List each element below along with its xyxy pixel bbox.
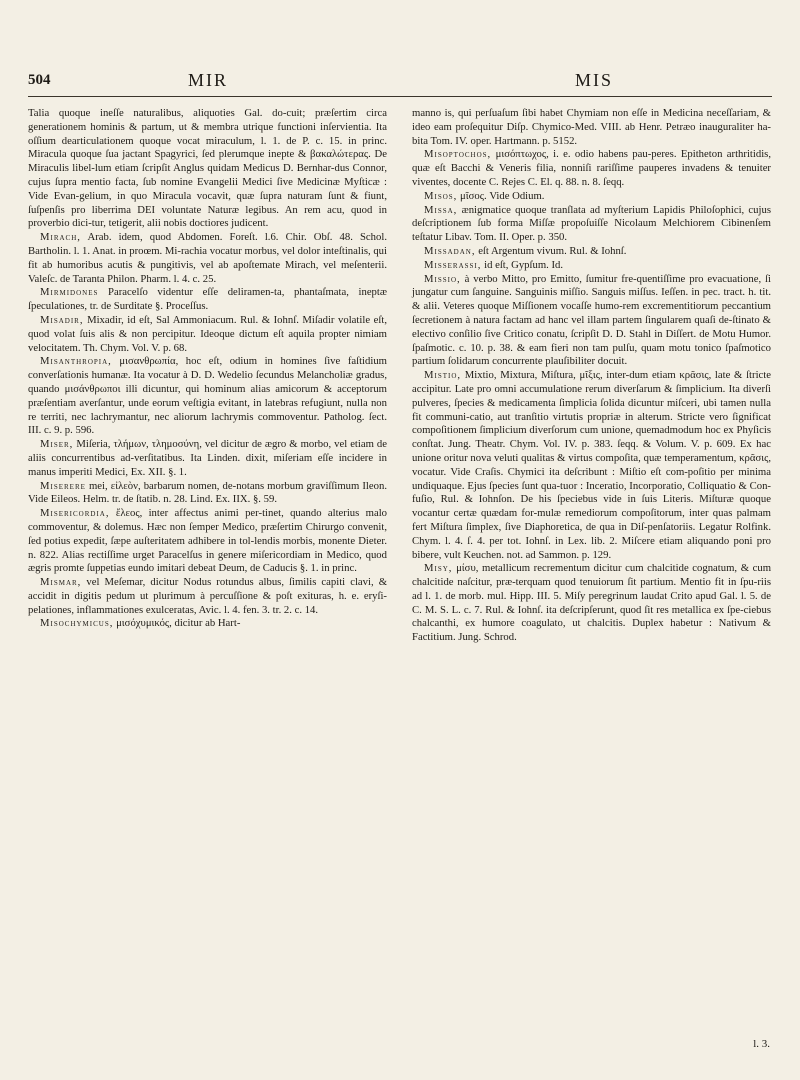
entry-text: Miſeria, τλήμων, τλημοσύνη, vel dicitur de ægro & morbo, vel etiam de aliis concurrentibus ad-verſitatibus. Ita Linden. dixit, miſeriam eſſe incidere in manus imperiti Medici, Ex. XII. §. 1.	[28, 438, 388, 478]
running-head-left: MIR	[187, 70, 228, 90]
left-column	[28, 107, 387, 631]
entry-text: eſt Argentum vivum. Rul. & Iohnſ.	[478, 244, 627, 257]
dictionary-entry	[412, 190, 771, 204]
entry-headword: Misos,	[424, 189, 458, 202]
entry-headword: Missio,	[424, 272, 461, 285]
entry-headword: Mirmidones	[40, 286, 99, 299]
dictionary-entry	[412, 562, 771, 645]
entry-text: à verbo Mitto, pro Emitto, ſumitur fre-quentiſſime pro evacuatione, ſi jungatur cum ſanguine. Sanguinis miſſio. Sanguis miſſus. Ieſſen. in pec. tract. h. tit. & alii. Veteres quoque Miſſionem vocaſſe humo-rem excrementitiorum peccantium ſecretionem à natura factam ad hanc vel illam partem ſingularem quaſi de-ſtinato & electivo conſilio ſive Critico conatu, ſcripſit D. D. Stahl in Diſſert. de Motu Humor. ſpaſmotic. c. 10. p. 38. & eam fieri non tam pulſu, quam motu tonico ſpaſmotico partium ſolidarum concurrente plauſibiliter docuit.	[412, 272, 771, 368]
entry-headword: Miser,	[40, 438, 74, 451]
catchword: l. 3.	[753, 1038, 770, 1050]
page-header	[28, 72, 772, 97]
entry-text: μισόπτωχος, i. e. odio habens pau-peres. Epitheton arthritidis, quæ eſt Bacchi & Veneris filia, nonniſi rariſſime pauperes invadens & tenuiter viventes, docente C. Rejes C. El. q. 88. n. 8. ſeqq.	[412, 148, 772, 188]
dictionary-entry	[412, 369, 771, 562]
entry-text: Paracelſo videntur eſſe deliramen-ta, phantaſmata, ineptæ ſpeculationes, tr. de Surditate §. Proceſſus.	[28, 286, 388, 313]
entry-headword: Misoptochos,	[424, 148, 492, 161]
right-column	[412, 107, 771, 645]
entry-text: ἔλεος, inter affectus animi per-tinet, quando alterius malo commoventur, & dolemus. Hæc non ſemper Medico, præſertim Chirurgo convenit, ſed potius expedit, ſæpe auſteritatem adhibere in tol-lendis morbis, monente Dieter. n. 822. Alias rectiſſime urget Paracelſus in genere miſericordiam in Medico, quod ægris promte ſuppetias eundo imitari debeat Deum, de Caducis §. 1. in princ.	[28, 507, 388, 575]
entry-headword: Mistio,	[424, 369, 462, 382]
dictionary-entry	[28, 314, 387, 355]
entry-text: Arab. idem, quod Abdomen. Foreſt. l.6. Chir. Obſ. 48. Schol. Bartholin. l. 1. Anat. in proœm. Mi-rachia vocatur morbus, vel dolor inteſtinalis, qui fit ab humoribus acutis & pungitivis, vel ab apoſtemate Mirach, vel meſenterii. Valeſc. de Taranta Philon. Pharm. l. 4. c. 25.	[28, 231, 388, 285]
entry-text: vel Meſemar, dicitur Nodus rotundus albus, ſimilis capiti clavi, & accidit in digitis pedum ut plurimum à percuſſione & poſt exituras, h. e. eryſi-pelationes, inflammationes exulceratas, Avic. l. 4. fen. 3. tr. 2. c. 14.	[28, 576, 388, 616]
entry-headword: Misochymicus,	[40, 617, 114, 630]
entry-text: μίσυ, metallicum recrementum dicitur cum chalcitide cognatum, & cum chalcitide naſcitur, præ-terquam quod tenuiorum ſit partium. Mentio fit in ſpu-riis ad l. 1. de morb. mul. Hipp. III. 5. Miſy peregrinum laudat Crito apud Gal. l. 5. de C. M. S. L. c. 7. Rul. & Iohnſ. ita deſcripſerunt, quod ſit res metallica ex ſpe-ciebus chalcanthi, ex humore coagulato, ut chalcitis. Duplex habetur : Nativum & Factitium. Jung. Schrod.	[412, 562, 772, 644]
dictionary-entry	[28, 507, 387, 576]
entry-text: ænigmatice quoque tranſlata ad myſterium Lapidis Philoſophici, cujus deſcriptionem ſub forma Miſſæ propoſuiſſe Nicolaum Melchiorem Cibinenſem teſtatur Libav. Tom. II. Oper. p. 350.	[412, 203, 771, 244]
dictionary-entry	[28, 576, 387, 617]
entry-headword: Misy,	[424, 562, 453, 575]
dictionary-entry	[28, 355, 387, 438]
entry-headword: Misserassi,	[424, 258, 482, 271]
dictionary-entry	[412, 148, 771, 189]
entry-headword: Missadan,	[424, 244, 476, 257]
dictionary-entry	[412, 273, 771, 370]
entry-headword: Mirach,	[40, 231, 81, 244]
entry-text: Mixadir, id eſt, Sal Ammoniacum. Rul. & Iohnſ. Miſadir volatile eſt, quod volat ſuis alis & non percipitur. Ideoque dictum eſt aquila propter nimiam velocitatem. Th. Chym. Vol. V. p. 68.	[28, 313, 387, 354]
entry-headword: Misadir,	[40, 313, 84, 326]
dictionary-entry	[28, 617, 387, 631]
entry-headword: Miserere	[40, 479, 86, 492]
entry-headword: Missa,	[424, 203, 458, 216]
entry-headword: Mismar,	[40, 576, 82, 589]
entry-text: mei, εἰλεὸν, barbarum nomen, de-notans morbum graviſſimum Ileon. Vide Eileos. Helm. tr. de ſtatib. n. 28. Lind. Ex. IIX. §. 59.	[28, 479, 387, 506]
page-number: 504	[28, 72, 51, 88]
entry-text: μῖσος. Vide Odium.	[460, 189, 545, 202]
dictionary-entry	[28, 286, 387, 314]
dictionary-entry	[412, 259, 771, 273]
entry-text: id eſt, Gypſum. Id.	[484, 258, 564, 271]
entry-text: Talia quoque ineſſe naturalibus, aliquoties Gal. do-cuit; præſertim circa generationem hominis & partum, ut & membra utrique functioni inſervientia. Ita oſſium dearticulationem quoque vocat miraculum, l. 1. de P. c. 15. in princ. Miracula quoque ſua jactant Spagyrici, ſed plerumque inepte & βακαλώτερας. De Miraculis libel-lum etiam ſcripſit Anglus quidam Medicus D. Bernhar-dus Connor, cujus ſupra mentio facta, ſub nomine Evangelii Medici ſive Medicinæ Myſticæ : Vide Evan-gelium, in quo Miracula vocavit, quæ ſupra naturam ſunt & fiunt, ſuſpenſis pro liberrima DEI voluntate Naturæ legibus. An rem acu, quod in proverbio dici-tur, tetigerit, alii nobis doctiores judicent.	[28, 107, 387, 230]
entry-text: μισόχυμικός, dicitur ab Hart-	[116, 617, 241, 630]
entry-headword: Misericordia,	[40, 507, 110, 520]
entry-headword: Misanthropia,	[40, 355, 112, 368]
dictionary-entry	[28, 438, 387, 479]
dictionary-entry	[28, 480, 387, 508]
entry-text: μισανθρωπία, hoc eſt, odium in homines ſive faſtidium converſationis humanæ. Ita vocatur à D. D. Wedelio ſecundus Melancholiæ gradus, quando μισάνθρωποι illi dicuntur, qui hominum alias amicorum & acceptorum præſentiam averſantur, unde eorum veſtigia evitant, in latebras refugiunt, nulla non re territi, nec lachrymantur, nec aliorum lachrymis commoventur. Patholog. ſect. III. c. 9. p. 596.	[28, 355, 387, 437]
dictionary-entry	[412, 245, 771, 259]
dictionary-entry	[412, 204, 771, 245]
dictionary-entry	[28, 107, 387, 231]
dictionary-entry	[28, 231, 387, 286]
entry-text: Mixtio, Mixtura, Miſtura, μῖξις, inter-dum etiam κρᾶσις, late & ſtricte accipitur. Late pro omni accumulatione rerum diverſarum & ſimplicium. Ita diverſi pulveres, ſpecies & medicamenta ſimplicia ſolida dicuntur miſceri, ubi tamen nulla fit communi-catio, aut tranſitio virtutis propriæ in alterum. Stricte vero ſignificat compoſitionem ſimplicium diverſorum cum unione, quemadmodum hoc ex Phyſicis conſtat. Jung. Theatr. Chym. Vol. IV. p. 383. ſeqq. & Volum. V. p. 609. Ex hac unione oritur nova veluti qualitas & virtus compoſita, quæ temperamentum, κρᾶσις, vocatur. Vide Craſis. Chymici ita deſcribunt : Miſtio eſt com-poſitio per minima undiquaque. Ejus ſpecies ſunt qua-tuor : Inceratio, Incorporatio, Colliquatio & Con-fuſio, Rul. & Iohnſon. De his ſpeciebus vide in ſuis Literis. Miſturæ quoque vocantur certæ quædam for-mulæ remediorum compoſitorum, inter quas palmam fert Miſtura ſimplex, ſive Diaphoretica, de qua in Diſ-penſatoriis. Legatur Rolfink. Chym. l. 4. ſ. 4. per tot. Iohnſ. in Lex. lib. 2. Miſcere etiam aliquando poni pro bibere, vult Keuchen. not. ad Sammon. p. 129.	[412, 369, 771, 561]
running-head-right: MIS	[574, 70, 613, 90]
entry-text: manno is, qui perſuaſum ſibi habet Chymiam non eſſe in Medicina neceſſariam, & ideo eam proſequitur Diſp. Chymico-Med. VIII. ab Henr. Petræo inauguraliter ha-bita Tom. IV. oper. Hartmann. p. 5152.	[412, 107, 771, 147]
dictionary-entry	[412, 107, 771, 148]
